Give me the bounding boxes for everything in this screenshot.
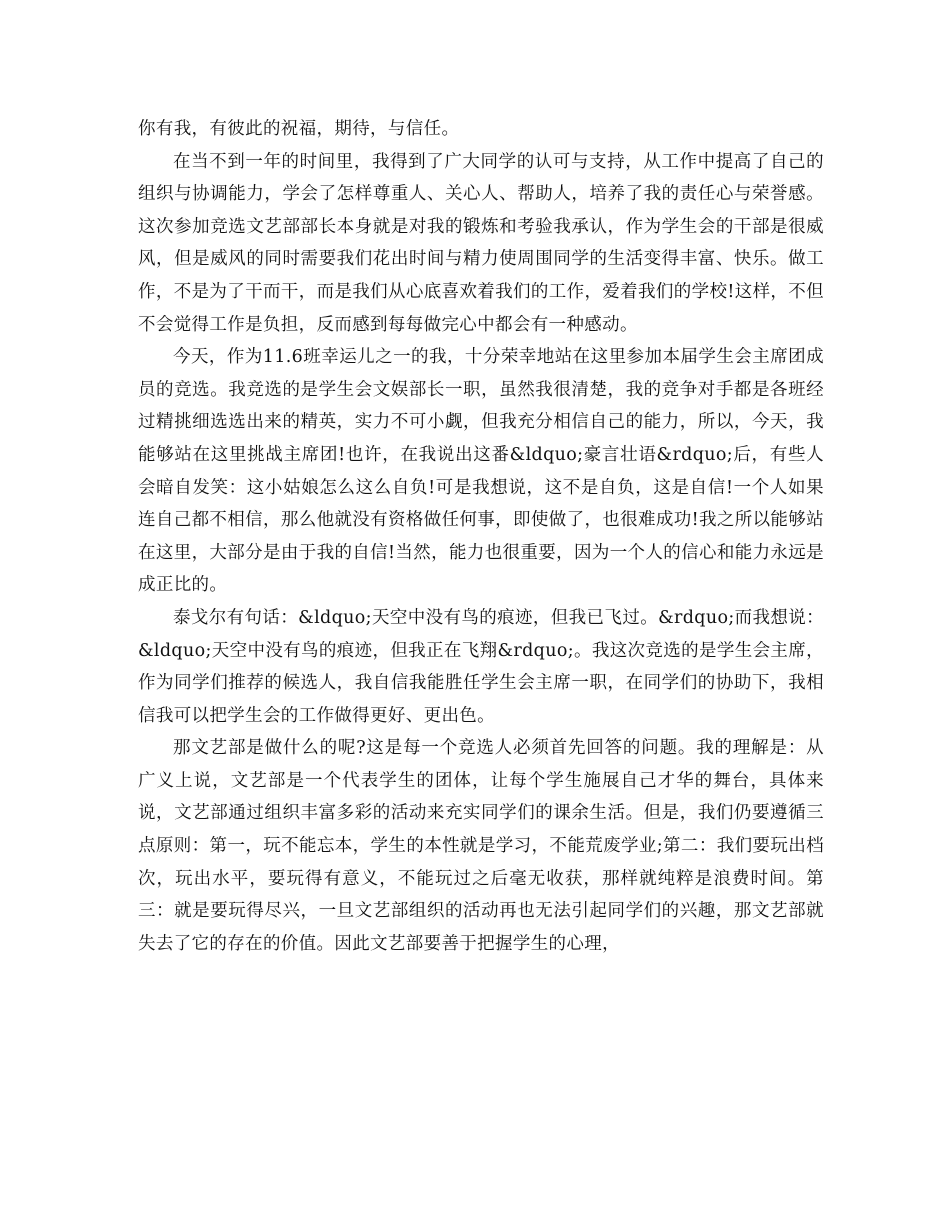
document-body: [138, 113, 824, 960]
paragraph-3: 今天，作为11.6班幸运儿之一的我，十分荣幸地站在这里参加本届学生会主席团成员的竞选。我竞选的是学生会文娱部长一职，虽然我很清楚，我的竞争对手都是各班经过精挑细选选出来的精英，实力不可小觑，但我充分相信自己的能力，所以，今天，我能够站在这里挑战主席团!也许，在我说出这番&ldquo;豪言壮语&rdquo;后，有些人会暗自发笑：这小姑娘怎么这么自负!可是我想说，这不是自负，这是自信!一个人如果连自己都不相信，那么他就没有资格做任何事，即使做了，也很难成功!我之所以能够站在这里，大部分是由于我的自信!当然，能力也很重要，因为一个人的信心和能力永远是成正比的。: [138, 347, 824, 596]
paragraph-4: 泰戈尔有句话：&ldquo;天空中没有鸟的痕迹，但我已飞过。&rdquo;而我想说：&ldquo;天空中没有鸟的痕迹，但我正在飞翔&rdquo;。我这次竞选的是学生会主席，作为同学们推荐的候选人，我自信我能胜任学生会主席一职，在同学们的协助下，我相信我可以把学生会的工作做得更好、更出色。: [138, 607, 824, 726]
paragraph-2: 在当不到一年的时间里，我得到了广大同学的认可与支持，从工作中提高了自己的组织与协调能力，学会了怎样尊重人、关心人、帮助人，培养了我的责任心与荣誉感。这次参加竞选文艺部部长本身就是对我的锻炼和考验我承认，作为学生会的干部是很威风，但是威风的同时需要我们花出时间与精力使周围同学的生活变得丰富、快乐。做工作，不是为了干而干，而是我们从心底喜欢着我们的工作，爱着我们的学校!这样，不但不会觉得工作是负担，反而感到每每做完心中都会有一种感动。: [138, 151, 824, 335]
paragraph-1: 你有我，有彼此的祝福，期待，与信任。: [138, 119, 460, 139]
paragraph-5: 那文艺部是做什么的呢?这是每一个竞选人必须首先回答的问题。我的理解是：从广义上说，文艺部是一个代表学生的团体，让每个学生施展自己才华的舞台，具体来说，文艺部通过组织丰富多彩的活动来充实同学们的课余生活。但是，我们仍要遵循三点原则：第一，玩不能忘本，学生的本性就是学习，不能荒废学业;第二：我们要玩出档次，玩出水平，要玩得有意义，不能玩过之后毫无收获，那样就纯粹是浪费时间。第三：就是要玩得尽兴，一旦文艺部组织的活动再也无法引起同学们的兴趣，那文艺部就失去了它的存在的价值。因此文艺部要善于把握学生的心理，: [138, 738, 824, 954]
